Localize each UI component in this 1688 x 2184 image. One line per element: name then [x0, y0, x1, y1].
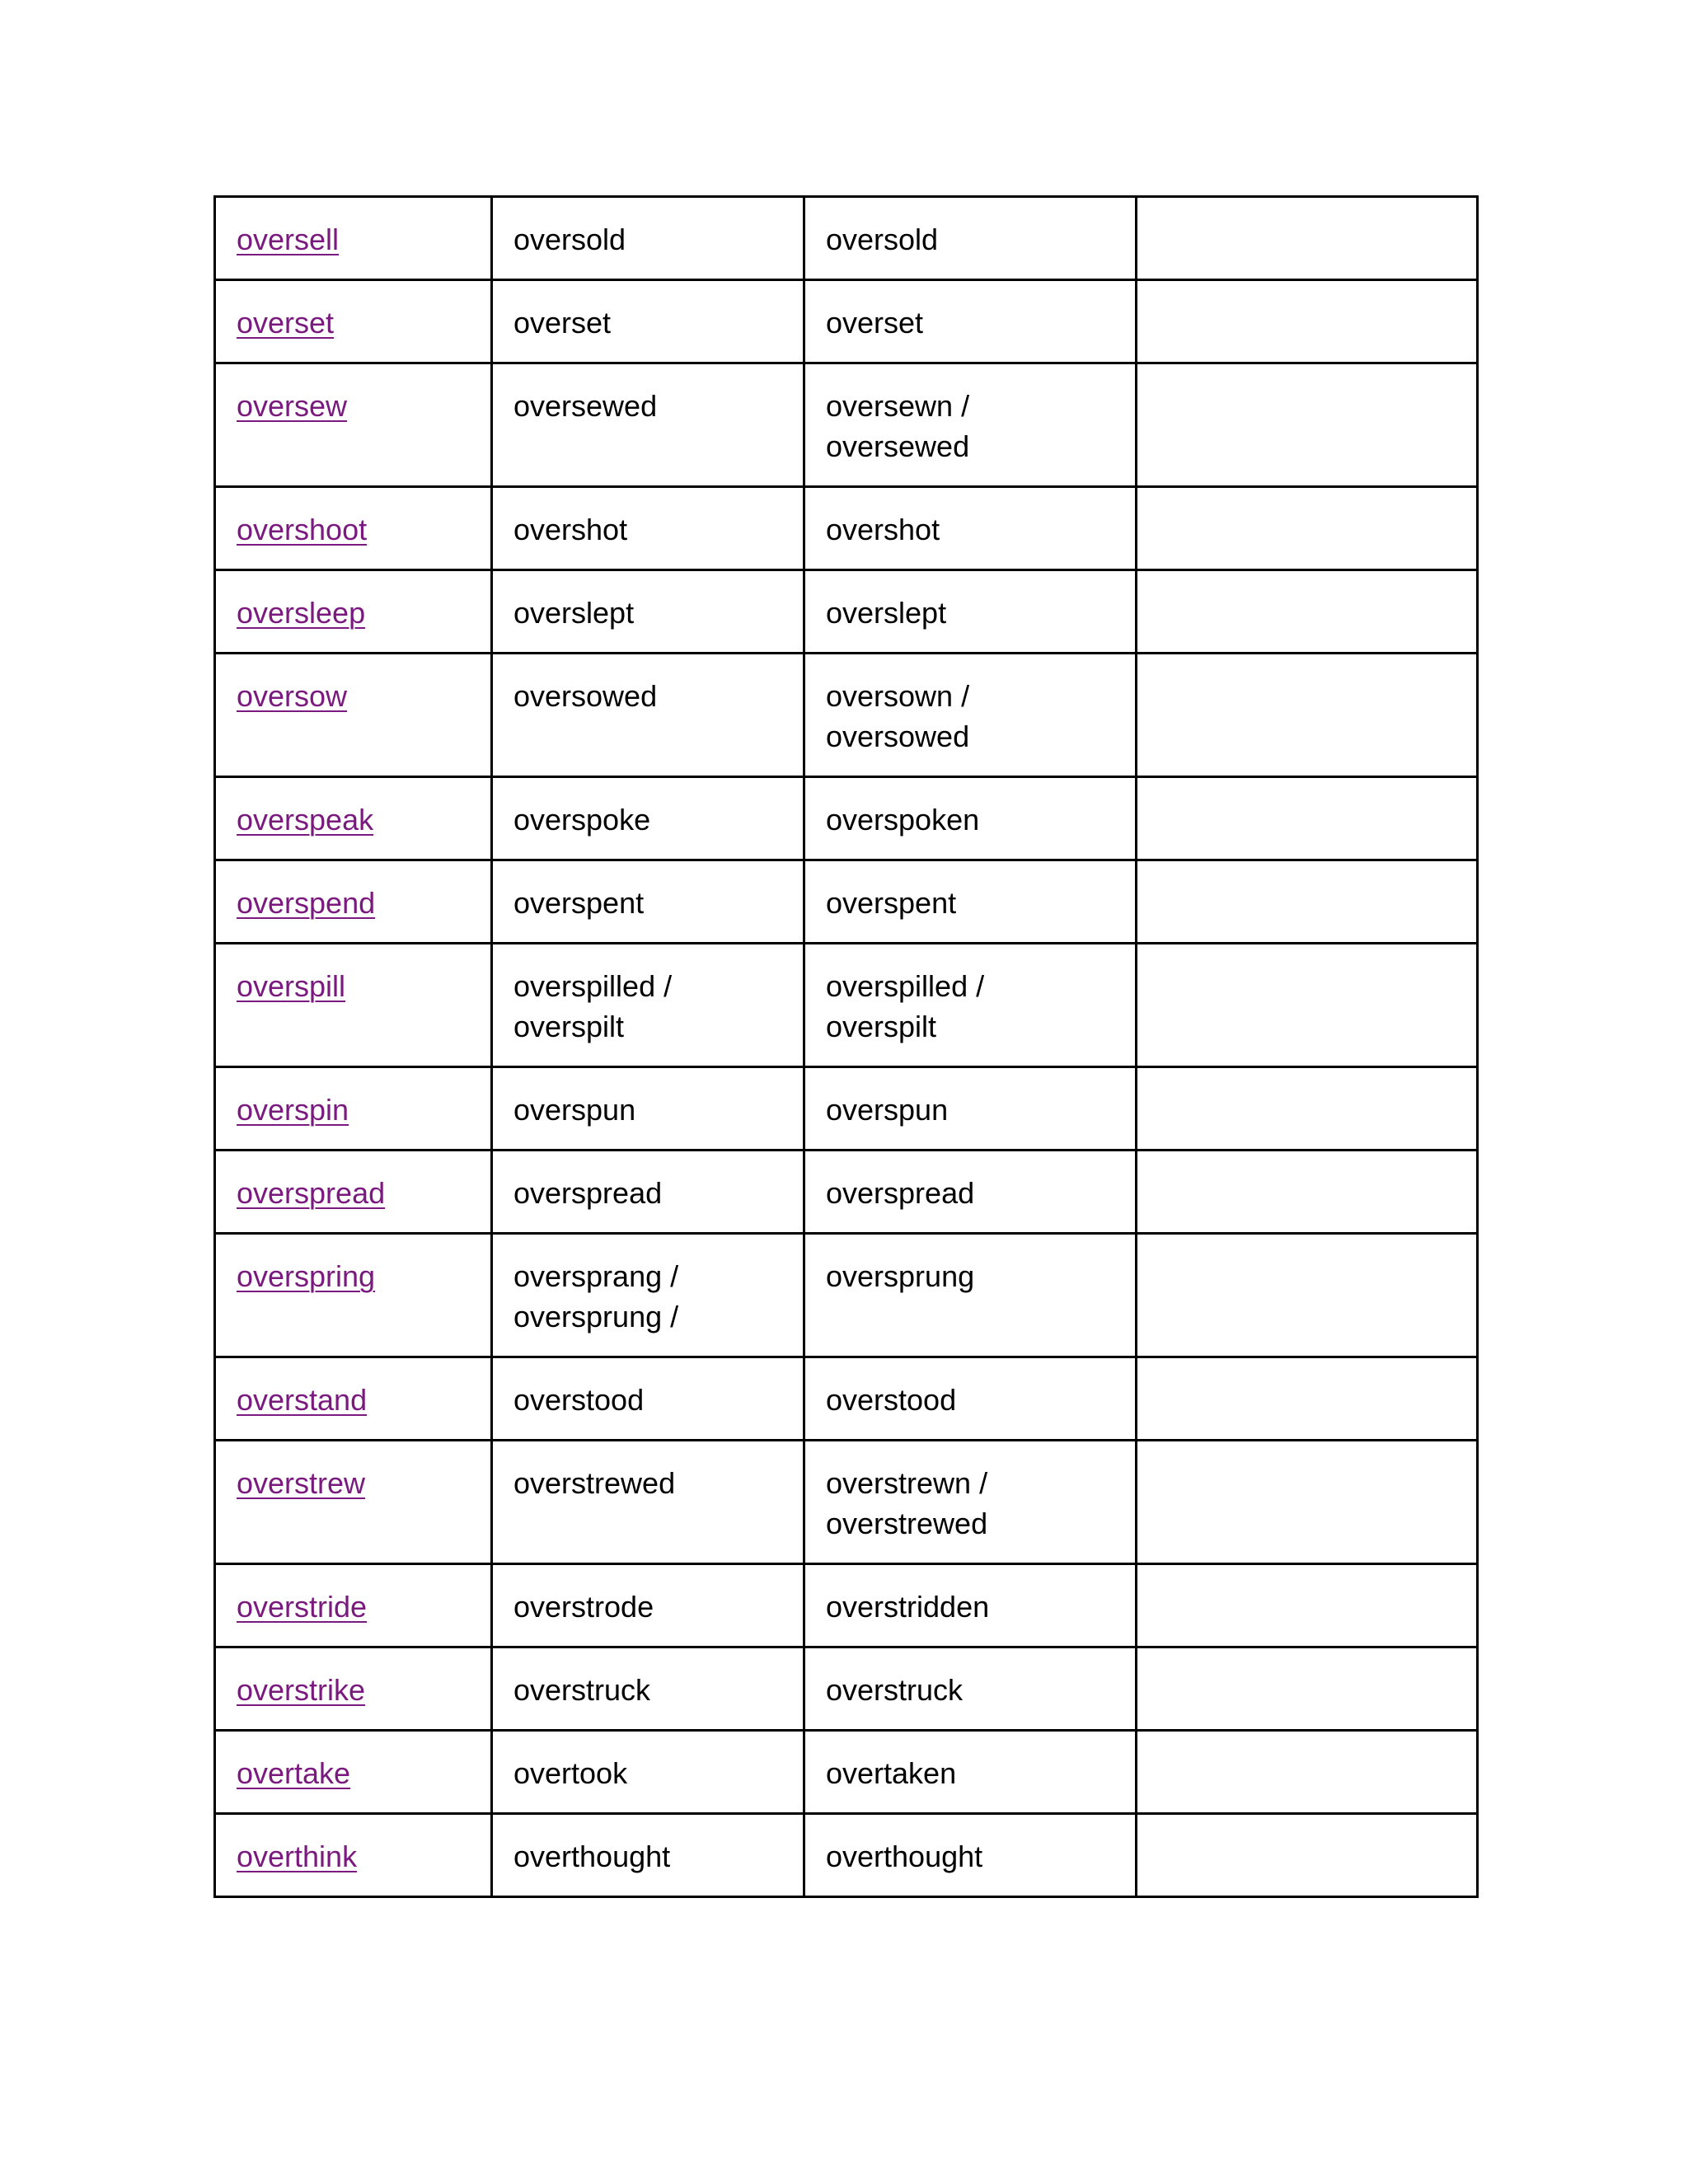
- empty-cell: [1137, 1357, 1478, 1441]
- empty-cell: [1137, 363, 1478, 487]
- verb-link[interactable]: oversell: [237, 223, 340, 256]
- past-simple-text: overspoke: [513, 803, 651, 837]
- past-simple-cell: [492, 1441, 804, 1564]
- verb-link[interactable]: overspring: [237, 1259, 376, 1293]
- empty-cell: [1137, 1647, 1478, 1731]
- past-simple-text: overthought: [513, 1840, 671, 1873]
- past-simple-cell: [492, 1357, 804, 1441]
- past-simple-text: overspun: [513, 1093, 636, 1127]
- past-participle-text: overspoken: [826, 803, 980, 837]
- past-participle-text: overspun: [826, 1093, 949, 1127]
- past-simple-cell: [492, 197, 804, 280]
- verb-link[interactable]: overspeak: [237, 803, 374, 837]
- table-row: [215, 1814, 1478, 1897]
- table-row: [215, 944, 1478, 1067]
- verb-link[interactable]: oversew: [237, 389, 348, 423]
- empty-cell: [1137, 487, 1478, 570]
- past-simple-cell: [492, 1234, 804, 1357]
- verb-link[interactable]: overtake: [237, 1756, 351, 1790]
- verb-link[interactable]: overstand: [237, 1383, 368, 1417]
- empty-cell: [1137, 570, 1478, 654]
- past-participle-cell: [804, 1067, 1137, 1151]
- empty-cell: [1137, 944, 1478, 1067]
- past-simple-cell: [492, 1151, 804, 1234]
- verb-link[interactable]: overthink: [237, 1840, 358, 1873]
- past-participle-cell: [804, 1357, 1137, 1441]
- past-simple-text: oversewed: [513, 389, 658, 423]
- past-participle-cell: [804, 1731, 1137, 1814]
- past-participle-text: overstrewed: [826, 1507, 988, 1540]
- past-participle-text: overspilt: [826, 1010, 937, 1043]
- base-form-cell: [215, 570, 492, 654]
- table-row: [215, 1647, 1478, 1731]
- past-participle-cell: [804, 654, 1137, 777]
- base-form-cell: [215, 944, 492, 1067]
- irregular-verbs-table: [213, 195, 1479, 1898]
- empty-cell: [1137, 1814, 1478, 1897]
- table-row: [215, 197, 1478, 280]
- past-participle-cell: [804, 570, 1137, 654]
- past-participle-text: oversold: [826, 223, 939, 256]
- past-participle-cell: [804, 197, 1137, 280]
- past-simple-cell: [492, 1067, 804, 1151]
- table-row: [215, 1441, 1478, 1564]
- empty-cell: [1137, 197, 1478, 280]
- past-participle-cell: [804, 860, 1137, 944]
- past-simple-cell: [492, 860, 804, 944]
- past-participle-text: oversowed: [826, 719, 970, 753]
- table-row: [215, 777, 1478, 860]
- base-form-cell: [215, 197, 492, 280]
- past-participle-text: overshot: [826, 513, 940, 546]
- base-form-cell: [215, 654, 492, 777]
- table-row: [215, 1151, 1478, 1234]
- base-form-cell: [215, 1564, 492, 1647]
- base-form-cell: [215, 1234, 492, 1357]
- past-simple-text: overset: [513, 306, 612, 340]
- empty-cell: [1137, 1067, 1478, 1151]
- empty-cell: [1137, 1731, 1478, 1814]
- base-form-cell: [215, 1731, 492, 1814]
- empty-cell: [1137, 777, 1478, 860]
- empty-cell: [1137, 654, 1478, 777]
- past-simple-cell: [492, 1731, 804, 1814]
- past-participle-text: oversown /: [826, 679, 970, 713]
- past-simple-cell: [492, 1814, 804, 1897]
- table-row: [215, 1564, 1478, 1647]
- past-participle-text: overstridden: [826, 1590, 990, 1624]
- table-row: [215, 570, 1478, 654]
- past-simple-text: overspread: [513, 1176, 663, 1210]
- past-participle-text: overstood: [826, 1383, 957, 1417]
- past-participle-text: overspread: [826, 1176, 975, 1210]
- past-simple-text: overspent: [513, 886, 645, 920]
- verb-link[interactable]: overset: [237, 306, 335, 340]
- past-simple-cell: [492, 1564, 804, 1647]
- verb-link[interactable]: overstrike: [237, 1673, 366, 1707]
- table-row: [215, 860, 1478, 944]
- past-participle-text: overstrewn /: [826, 1466, 988, 1500]
- verb-link[interactable]: overspend: [237, 886, 376, 920]
- past-simple-text: oversprang /: [513, 1259, 679, 1293]
- base-form-cell: [215, 1067, 492, 1151]
- verb-link[interactable]: overspill: [237, 969, 346, 1003]
- past-simple-text: overslept: [513, 596, 635, 630]
- past-participle-text: overstruck: [826, 1673, 964, 1707]
- table-row: [215, 654, 1478, 777]
- verb-link[interactable]: overspin: [237, 1093, 349, 1127]
- empty-cell: [1137, 280, 1478, 363]
- table-row: [215, 363, 1478, 487]
- past-participle-cell: [804, 1814, 1137, 1897]
- empty-cell: [1137, 860, 1478, 944]
- verb-link[interactable]: overstride: [237, 1590, 368, 1624]
- past-participle-cell: [804, 1647, 1137, 1731]
- past-participle-text: oversewn /: [826, 389, 970, 423]
- table-row: [215, 280, 1478, 363]
- past-simple-text: overtook: [513, 1756, 628, 1790]
- base-form-cell: [215, 777, 492, 860]
- past-participle-cell: [804, 1564, 1137, 1647]
- table-row: [215, 1357, 1478, 1441]
- past-participle-cell: [804, 1441, 1137, 1564]
- past-participle-text: overset: [826, 306, 924, 340]
- past-simple-text: overshot: [513, 513, 628, 546]
- past-participle-cell: [804, 363, 1137, 487]
- past-participle-text: oversewed: [826, 429, 970, 463]
- verbs-table-body: [215, 197, 1478, 1897]
- base-form-cell: [215, 860, 492, 944]
- verb-link[interactable]: overshoot: [237, 513, 368, 546]
- verb-link[interactable]: overspread: [237, 1176, 386, 1210]
- past-simple-text: overspilt: [513, 1010, 625, 1043]
- past-simple-text: overstrewed: [513, 1466, 676, 1500]
- past-participle-text: overtaken: [826, 1756, 957, 1790]
- past-participle-text: overthought: [826, 1840, 983, 1873]
- past-simple-cell: [492, 280, 804, 363]
- base-form-cell: [215, 280, 492, 363]
- past-simple-text: overspilled /: [513, 969, 673, 1003]
- empty-cell: [1137, 1234, 1478, 1357]
- past-simple-text: oversprung /: [513, 1300, 679, 1333]
- past-simple-text: oversold: [513, 223, 626, 256]
- past-participle-cell: [804, 280, 1137, 363]
- base-form-cell: [215, 487, 492, 570]
- past-participle-text: oversprung: [826, 1259, 975, 1293]
- past-participle-cell: [804, 1234, 1137, 1357]
- table-row: [215, 487, 1478, 570]
- past-simple-cell: [492, 1647, 804, 1731]
- base-form-cell: [215, 363, 492, 487]
- verb-link[interactable]: oversow: [237, 679, 348, 713]
- past-participle-text: overslept: [826, 596, 947, 630]
- table-row: [215, 1234, 1478, 1357]
- past-participle-cell: [804, 777, 1137, 860]
- past-simple-text: overstrode: [513, 1590, 654, 1624]
- verb-link[interactable]: oversleep: [237, 596, 366, 630]
- past-simple-cell: [492, 654, 804, 777]
- table-row: [215, 1731, 1478, 1814]
- empty-cell: [1137, 1564, 1478, 1647]
- past-simple-cell: [492, 570, 804, 654]
- past-participle-text: overspent: [826, 886, 957, 920]
- base-form-cell: [215, 1814, 492, 1897]
- base-form-cell: [215, 1357, 492, 1441]
- empty-cell: [1137, 1151, 1478, 1234]
- base-form-cell: [215, 1647, 492, 1731]
- past-participle-text: overspilled /: [826, 969, 985, 1003]
- past-participle-cell: [804, 487, 1137, 570]
- past-simple-text: oversowed: [513, 679, 658, 713]
- past-simple-cell: [492, 487, 804, 570]
- past-participle-cell: [804, 1151, 1137, 1234]
- past-simple-cell: [492, 944, 804, 1067]
- verb-link[interactable]: overstrew: [237, 1466, 366, 1500]
- past-simple-text: overstruck: [513, 1673, 651, 1707]
- past-simple-cell: [492, 777, 804, 860]
- empty-cell: [1137, 1441, 1478, 1564]
- past-simple-text: overstood: [513, 1383, 645, 1417]
- table-row: [215, 1067, 1478, 1151]
- past-simple-cell: [492, 363, 804, 487]
- base-form-cell: [215, 1441, 492, 1564]
- base-form-cell: [215, 1151, 492, 1234]
- past-participle-cell: [804, 944, 1137, 1067]
